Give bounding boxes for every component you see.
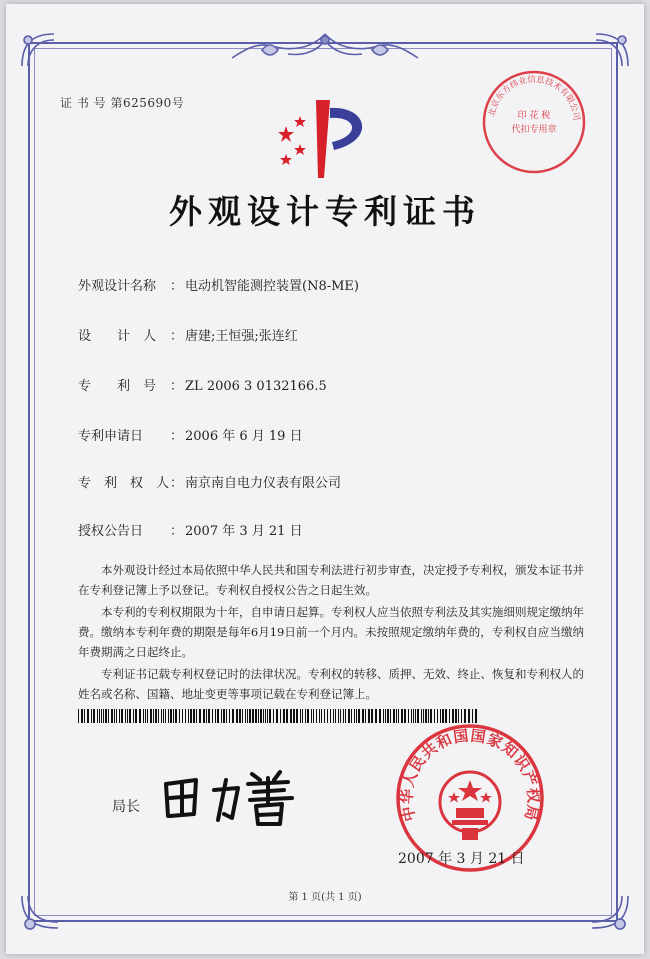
barcode-bar — [116, 709, 117, 723]
barcode-bar — [206, 709, 207, 723]
page-number: 第 1 页(共 1 页) — [288, 892, 362, 903]
barcode — [78, 709, 480, 723]
barcode-bar — [212, 709, 213, 723]
barcode-bar — [387, 709, 389, 723]
barcode-bar — [300, 709, 301, 723]
barcode-bar — [385, 709, 386, 723]
field-value: 南京南自电力仪表有限公司 — [185, 476, 342, 491]
body-paragraph: 本专利的专利权期限为十年，自申请日起算。专利权人应当依照专利法及其实施细则规定缴纳年费。缴纳本专利年费的期限是每年6月19日前一个月内。未按照规定缴纳年费的，专利权自应当缴纳年费期满之日起终止。 — [78, 605, 584, 659]
barcode-bar — [283, 709, 285, 723]
barcode-bar — [280, 709, 281, 723]
barcode-bar — [333, 709, 334, 723]
field-designer: 设 计 人 ： 唐建;王恒强;张连红 — [78, 325, 298, 344]
barcode-bar — [468, 709, 470, 723]
barcode-bar — [125, 709, 126, 723]
barcode-bar — [97, 709, 98, 723]
barcode-bar — [179, 709, 180, 723]
barcode-bar — [316, 709, 317, 723]
field-value: 唐建;王恒强;张连红 — [185, 329, 298, 344]
barcode-bar — [221, 709, 222, 723]
barcode-bar — [258, 709, 259, 723]
barcode-bar — [273, 709, 274, 723]
barcode-bar — [188, 709, 189, 723]
corner-ornament-top-right — [592, 30, 632, 70]
barcode-bar — [461, 709, 462, 723]
barcode-bar — [217, 709, 219, 723]
barcode-bar — [411, 709, 412, 723]
barcode-bar — [425, 709, 427, 723]
barcode-bar — [190, 709, 192, 723]
barcode-bar — [335, 709, 336, 723]
barcode-bar — [101, 709, 102, 723]
barcode-bar — [365, 709, 366, 723]
barcode-bar — [143, 709, 144, 723]
barcode-bar — [145, 709, 146, 723]
certificate-body — [78, 560, 584, 706]
barcode-bar — [81, 709, 83, 723]
field-label: 专利申请日 — [78, 429, 144, 444]
field-patent-number: 专 利 号 ： ZL 2006 3 0132166.5 — [78, 375, 327, 394]
barcode-bar — [139, 709, 141, 723]
barcode-bar — [245, 709, 246, 723]
barcode-bar — [417, 709, 419, 723]
barcode-bar — [393, 709, 395, 723]
field-label: 专 利 权 人 — [78, 476, 170, 491]
barcode-bar — [362, 709, 364, 723]
field-label: 授权公告日 — [78, 524, 144, 539]
svg-text:北京东方纬业信息技术有限公司: 北京东方纬业信息技术有限公司 — [487, 74, 582, 122]
barcode-bar — [93, 709, 95, 723]
barcode-bar — [153, 709, 154, 723]
barcode-bar — [358, 709, 360, 723]
barcode-bar — [239, 709, 241, 723]
barcode-bar — [267, 709, 268, 723]
tax-stamp — [478, 66, 590, 178]
barcode-bar — [464, 709, 466, 723]
barcode-bar — [324, 709, 325, 723]
barcode-bar — [434, 709, 435, 723]
barcode-bar — [87, 709, 89, 723]
certificate-number: 证 书 号 第625690号 — [60, 96, 185, 110]
barcode-bar — [232, 709, 234, 723]
field-value: 2007 年 3 月 21 日 — [185, 524, 303, 539]
barcode-bar — [203, 709, 205, 723]
field-patentee: 专 利 权 人： 南京南自电力仪表有限公司 — [78, 472, 341, 491]
barcode-bar — [338, 709, 339, 723]
barcode-bar — [442, 709, 444, 723]
barcode-bar — [260, 709, 262, 723]
barcode-bar — [383, 709, 384, 723]
barcode-bar — [236, 709, 238, 723]
barcode-bar — [119, 709, 120, 723]
barcode-bar — [103, 709, 104, 723]
barcode-bar — [173, 709, 174, 723]
field-label: 设 计 人 — [78, 329, 157, 344]
barcode-bar — [135, 709, 137, 723]
field-value: 2006 年 6 月 19 日 — [185, 429, 303, 444]
barcode-bar — [114, 709, 115, 723]
barcode-bar — [290, 709, 292, 723]
barcode-bar — [265, 709, 266, 723]
barcode-bar — [215, 709, 216, 723]
barcode-bar — [472, 709, 473, 723]
barcode-bar — [421, 709, 422, 723]
barcode-bar — [99, 709, 100, 723]
barcode-bar — [129, 709, 131, 723]
barcode-bar — [330, 709, 331, 723]
barcode-bar — [408, 709, 409, 723]
barcode-bar — [415, 709, 416, 723]
barcode-bar — [175, 709, 177, 723]
barcode-bar — [340, 709, 341, 723]
patent-office-logo — [272, 96, 384, 178]
barcode-bar — [168, 709, 169, 723]
director-signature — [152, 760, 302, 830]
body-paragraph: 本外观设计经过本局依照中华人民共和国专利法进行初步审查，决定授予专利权，颁发本证书并在专利登记簿上予以登记。专利权自授权公告之日起生效。 — [78, 563, 584, 597]
field-grant-date: 授权公告日 ： 2007 年 3 月 21 日 — [78, 520, 303, 539]
barcode-bar — [121, 709, 123, 723]
corner-ornament-top-left — [18, 30, 58, 70]
barcode-bar — [242, 709, 243, 723]
barcode-bar — [356, 709, 357, 723]
barcode-bar — [111, 709, 113, 723]
barcode-bar — [163, 709, 164, 723]
barcode-bar — [440, 709, 441, 723]
barcode-bar — [150, 709, 152, 723]
barcode-bar — [437, 709, 438, 723]
barcode-bar — [247, 709, 248, 723]
barcode-bar — [127, 709, 128, 723]
barcode-bar — [428, 709, 429, 723]
barcode-bar — [390, 709, 391, 723]
field-value: 电动机智能测控装置(N8-ME) — [185, 279, 359, 294]
barcode-bar — [375, 709, 377, 723]
barcode-bar — [401, 709, 403, 723]
barcode-bar — [449, 709, 450, 723]
barcode-bar — [286, 709, 288, 723]
barcode-bar — [430, 709, 432, 723]
field-design-name: 外观设计名称 ： 电动机智能测控装置(N8-ME) — [78, 275, 359, 294]
barcode-bar — [458, 709, 459, 723]
barcode-bar — [321, 709, 322, 723]
barcode-bar — [196, 709, 197, 723]
barcode-bar — [404, 709, 406, 723]
field-label: 外观设计名称 — [78, 279, 157, 294]
field-label: 专 利 号 — [78, 379, 157, 394]
barcode-bar — [105, 709, 107, 723]
svg-text:代扣专用章: 代扣专用章 — [511, 125, 557, 135]
barcode-bar — [423, 709, 424, 723]
barcode-bar — [165, 709, 166, 723]
barcode-bar — [311, 709, 312, 723]
barcode-bar — [108, 709, 109, 723]
barcode-bar — [185, 709, 186, 723]
barcode-bar — [327, 709, 328, 723]
seal-date: 2007 年 3 月 21 日 — [398, 851, 525, 867]
barcode-bar — [307, 709, 309, 723]
barcode-bar — [368, 709, 370, 723]
barcode-bar — [345, 709, 346, 723]
barcode-bar — [348, 709, 350, 723]
barcode-bar — [354, 709, 355, 723]
barcode-bar — [351, 709, 352, 723]
top-ornament — [222, 30, 428, 64]
barcode-bar — [455, 709, 457, 723]
barcode-bar — [249, 709, 251, 723]
certificate-title: 外观设计专利证书 — [169, 192, 481, 231]
barcode-bar — [133, 709, 134, 723]
barcode-bar — [252, 709, 254, 723]
barcode-bar — [255, 709, 257, 723]
barcode-bar — [223, 709, 225, 723]
barcode-bar — [155, 709, 157, 723]
barcode-bar — [293, 709, 295, 723]
barcode-bar — [78, 709, 79, 723]
barcode-bar — [398, 709, 399, 723]
barcode-bar — [147, 709, 148, 723]
field-value: ZL 2006 3 0132166.5 — [185, 379, 327, 394]
barcode-bar — [269, 709, 271, 723]
field-application-date: 专利申请日 ： 2006 年 6 月 19 日 — [78, 425, 303, 444]
barcode-bar — [226, 709, 227, 723]
barcode-bar — [319, 709, 320, 723]
barcode-bar — [229, 709, 230, 723]
barcode-bar — [445, 709, 447, 723]
barcode-bar — [263, 709, 264, 723]
director-label: 局长 — [112, 799, 140, 815]
barcode-bar — [313, 709, 314, 723]
barcode-bar — [305, 709, 306, 723]
barcode-bar — [276, 709, 278, 723]
barcode-bar — [371, 709, 373, 723]
barcode-bar — [396, 709, 397, 723]
barcode-bar — [343, 709, 344, 723]
barcode-bar — [84, 709, 85, 723]
barcode-bar — [208, 709, 210, 723]
barcode-bar — [475, 709, 477, 723]
svg-text:印 花 税: 印 花 税 — [517, 111, 551, 121]
barcode-bar — [182, 709, 183, 723]
barcode-bar — [158, 709, 159, 723]
barcode-bar — [170, 709, 172, 723]
barcode-bar — [413, 709, 414, 723]
body-paragraph: 专利证书记载专利权登记时的法律状况。专利权的转移、质押、无效、终止、恢复和专利权人的姓名或名称、国籍、地址变更等事项记载在专利登记簿上。 — [78, 667, 584, 701]
barcode-bar — [302, 709, 303, 723]
svg-text:中华人民共和国国家知识产权局: 中华人民共和国国家知识产权局 — [397, 726, 543, 824]
barcode-bar — [91, 709, 92, 723]
barcode-bar — [199, 709, 201, 723]
barcode-bar — [193, 709, 195, 723]
barcode-bar — [161, 709, 162, 723]
barcode-bar — [452, 709, 454, 723]
barcode-bar — [379, 709, 381, 723]
barcode-bar — [296, 709, 298, 723]
